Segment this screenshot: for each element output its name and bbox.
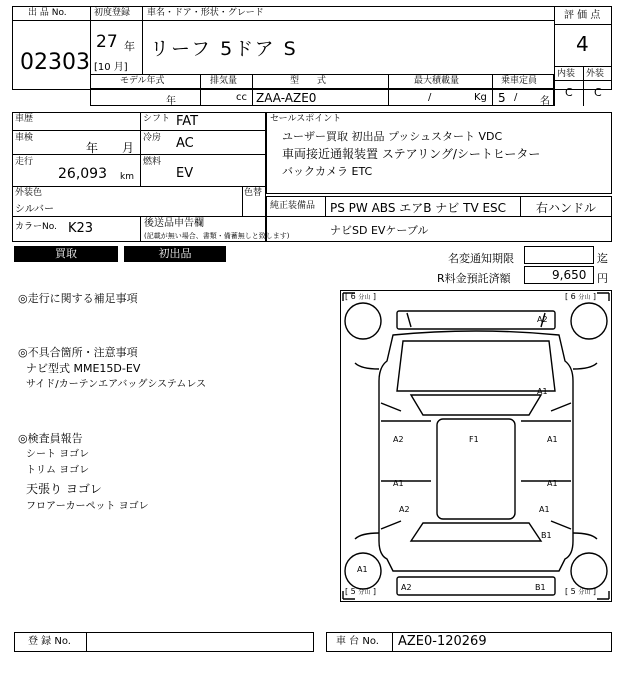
mark-rear-bumper-right: B1 [535,583,546,592]
recycle-unit: 円 [597,272,608,285]
capacity-unit: 名 [540,96,550,107]
sales-label: セールスポイント [270,114,342,124]
exterior-score: C [594,86,602,99]
tire-unit-fr: 分山 [578,294,591,301]
history-label: 車歴 [15,114,34,124]
sales-line-3: バックカメラ ETC [282,165,373,178]
mark-left-front-door: A2 [393,435,404,444]
mark-left-quarter: A2 [399,505,410,514]
tire-unit-fl: 分山 [358,294,371,301]
year-unit: 年 [124,40,135,53]
inspection-month-unit: 月 [122,141,135,155]
damage-diagram: [ 6 分山 ] [ 6 分山 ] [ 5 分山 ] [ 5 分山 ] A2 A1 A2 F1 A1 A1 A1 A2 A1 B1 A1 A2 B1 [340,290,612,602]
driving-notes-title: ◎走行に関する補足事項 [18,292,138,305]
displacement-unit: cc [236,92,247,103]
shift-value: FAT [176,114,199,129]
recycle-label: R料金預託済額 [437,272,511,285]
color-no-value: K23 [68,221,94,236]
mark-right-front-door: A1 [547,435,558,444]
type-label: 型 式 [290,76,327,86]
recycle-value: 9,650 [552,268,587,282]
exterior-label: 外装 [586,69,605,79]
aircon-value: AC [176,136,194,151]
mark-left-rear-wheel: A1 [357,565,368,574]
mark-front-bumper: A2 [537,315,548,324]
inspection-year-unit: 年 [86,141,99,155]
mark-roof: F1 [469,435,479,444]
shift-label: シフト [143,114,171,124]
tire-unit-rr: 分山 [578,589,591,596]
interior-score: C [565,86,573,99]
model-type: ZAA-AZE0 [256,91,317,105]
reg-no-label: 登 録 No. [28,636,71,647]
inspector-line-3: 天張り ヨゴレ [26,482,102,496]
steering-value: 右ハンドル [536,201,597,215]
fuel-label: 燃料 [143,157,162,167]
lot-number: 02303 [20,50,90,75]
first-reg-label: 初度登録 [94,8,131,18]
score-value: 4 [576,32,589,56]
inspector-line-1: シート ヨゴレ [26,449,90,460]
tire-fl-depth: 6 [350,292,356,301]
sales-line-2: 車両接近通報装置 ステアリング/シートヒーター [282,147,541,161]
mark-right-rear-door: A1 [547,479,558,488]
color-no-label: カラーNo. [15,222,57,232]
inspector-notes-title: ◎検査員報告 [18,432,83,445]
chassis-number: AZE0-120269 [398,634,487,649]
first-reg-year: 27 [96,32,118,52]
chassis-label: 車 台 No. [336,636,379,647]
interior-label: 内装 [557,69,576,79]
mileage-label: 走行 [15,157,34,167]
first-reg-month: [10 月] [94,62,128,73]
aircon-label: 冷房 [143,133,162,143]
name-change-box [524,246,594,264]
capacity-sep: / [514,92,518,103]
max-load-label: 最大積載量 [414,76,460,86]
tire-rr-depth: 5 [570,587,576,596]
tire-fr-depth: 6 [570,292,576,301]
max-load-sep: / [428,92,432,103]
equip-label: 純正装備品 [270,201,316,211]
exterior-color-label: 外装色 [15,188,43,198]
displacement-label: 排気量 [210,76,238,86]
fuel-value: EV [176,166,194,181]
score-label: 評 価 点 [564,10,601,21]
inspector-line-4: フロアーカーペット ヨゴレ [26,501,149,512]
mileage-unit: km [120,172,134,182]
name-change-unit: 迄 [597,252,608,265]
first-listing-tag: 初出品 [124,246,226,262]
lot-label: 出 品 No. [28,8,67,18]
car-name: リーフ 5ドア S [150,38,298,60]
mark-rear-bumper-left: A2 [401,583,412,592]
buyout-tag: 買取 [14,246,118,262]
defect-notes-title: ◎不具合箇所・注意事項 [18,346,138,359]
nav-value: ナビSD EVケーブル [330,224,429,237]
car-outline [341,291,611,601]
car-name-label: 車名・ドア・形状・グレード [147,8,264,18]
mark-right-quarter: A1 [539,505,550,514]
model-year-label: モデル年式 [120,76,165,86]
equip-value: PS PW ABS エアB ナビ TV ESC [330,201,507,215]
capacity-value: 5 [498,91,506,105]
defect-line-1: ナビ型式 MME15D-EV [26,362,141,375]
inspection-label: 車検 [15,133,34,143]
max-load-unit: Kg [474,92,487,103]
tire-unit-rl: 分山 [358,589,371,596]
tire-rl-depth: 5 [350,587,356,596]
after-report-label: 後送品申告欄 [144,218,204,229]
model-year-unit: 年 [166,96,176,107]
after-report-note: (記載が無い場合、書類・備蓄無しと致します) [144,232,290,240]
mark-left-rear-door: A1 [393,479,404,488]
color-change-label: 色替 [244,188,263,198]
defect-line-2: サイド/カーテンエアバッグシステムレス [26,379,207,390]
mileage-value: 26,093 [58,166,107,182]
name-change-label: 名変通知期限 [448,252,514,265]
exterior-color-value: シルバー [15,204,55,215]
inspector-line-2: トリム ヨゴレ [26,465,90,476]
mark-right-front-fender: A1 [537,387,548,396]
capacity-label: 乗車定員 [501,76,538,86]
sales-line-1: ユーザー買取 初出品 プッシュスタート VDC [282,130,503,143]
mark-right-rear-fender: B1 [541,531,552,540]
